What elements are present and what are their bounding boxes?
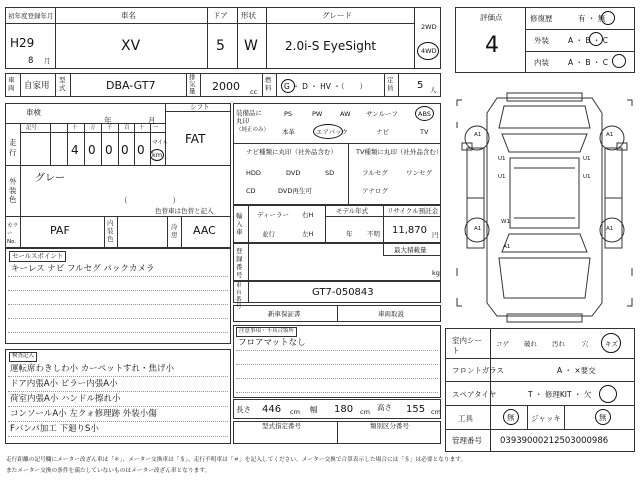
equip-ps: PS	[284, 110, 293, 118]
navi-cd: CD	[246, 187, 256, 195]
score-value: 4	[485, 33, 499, 58]
jack-label: ジャッキ	[531, 414, 561, 423]
running-label: 走行	[9, 138, 17, 157]
divider	[233, 143, 441, 144]
car-name-label: 車名	[121, 11, 136, 20]
spare-circle	[599, 385, 617, 403]
glass-value: A ・ ×要交	[557, 366, 596, 375]
divider	[445, 381, 635, 382]
digit-header-2: 万	[90, 125, 96, 131]
equip-abs: ABS	[418, 110, 431, 118]
type-label: 型式	[59, 76, 66, 92]
divider	[55, 73, 56, 97]
import-parallel: 並行	[262, 230, 275, 238]
sales-point-text: キーレス ナビ フルセグ パックカメラ	[11, 264, 155, 274]
color-note-paren: （ ）	[120, 196, 180, 205]
recycle-label: リサイクル預託金	[387, 207, 439, 215]
drive-4wd: 4WD	[421, 47, 437, 55]
sales-point-label: セールスポイント	[9, 251, 66, 262]
import-left: 左H	[302, 230, 314, 238]
chassis-label: 車台番号	[236, 283, 242, 310]
mgmt-label: 管理番号	[452, 436, 482, 445]
fuel-label: 燃料	[265, 76, 272, 92]
recycle-value: 11,870	[392, 225, 427, 236]
cc-unit: cc	[250, 88, 258, 96]
navi-label: ナビ種類に丸印（社外品含む）	[246, 148, 337, 156]
recycle-unit: 円	[432, 231, 439, 239]
height-value: 155	[406, 404, 426, 415]
seat-option: 穴	[582, 340, 589, 348]
inspector-label: 検査記入	[9, 352, 37, 362]
shape-label: 形状	[241, 11, 256, 20]
ac-value: AAC	[193, 224, 216, 237]
digit-header-4: 百	[124, 125, 130, 131]
import-right: 右H	[302, 211, 314, 219]
inspector-line: 運転席わきしわ小 カーペットすれ・焦げ小	[10, 364, 174, 374]
inspection-year: 年	[104, 116, 112, 125]
divider	[445, 405, 635, 406]
divider	[325, 216, 441, 217]
km-unit: km	[152, 151, 163, 159]
grade-value: 2.0i-S EyeSight	[285, 39, 377, 53]
spare-value: T ・ 修理KIT ・ 欠	[528, 390, 592, 399]
color-no-value: PAF	[50, 224, 70, 237]
divider	[384, 73, 385, 97]
damage-mark: U1	[583, 156, 591, 162]
seat-option: 汚れ	[552, 340, 565, 348]
max-load-label: 最大積載量	[394, 246, 427, 254]
interior-color-label: 内装色	[107, 219, 114, 243]
inspector-line: ドア内張A小 ピラー内張A小	[10, 379, 118, 389]
model-year-label: モデル年式	[336, 207, 369, 215]
seat-option: コゲ	[496, 340, 509, 348]
divider	[337, 421, 338, 444]
divider	[445, 429, 635, 430]
damage-mark: A1	[606, 132, 614, 138]
doors-value: 5	[216, 38, 225, 54]
import-label: 輸入車	[236, 212, 243, 236]
notes-text: フロアマットなし	[238, 338, 306, 348]
mileage-digit: 0	[105, 143, 113, 157]
mileage-digit: 0	[121, 143, 129, 157]
equip-airbag: エアバック	[316, 128, 348, 136]
glass-label: フロントガラス	[452, 366, 505, 375]
month-unit: 月	[44, 57, 51, 65]
divider	[525, 7, 526, 73]
width-label: 幅	[310, 405, 318, 414]
divider	[325, 205, 326, 243]
equipment-sub: （純正のみ）	[236, 127, 270, 133]
digit-header-6: 一	[153, 125, 159, 131]
exterior-value: A ・ B ・ C	[568, 36, 609, 45]
color-label: 外装色	[9, 177, 17, 204]
max-load-unit: kg	[432, 269, 440, 277]
divider	[383, 255, 441, 256]
type-designation-label: 型式指定番号	[262, 422, 301, 430]
divider	[167, 216, 168, 248]
mgmt-value: 03939000212503000986	[500, 436, 609, 446]
first-reg-label: 初年度登録年月	[8, 12, 54, 20]
divider	[55, 7, 56, 69]
shape-value: W	[244, 38, 258, 54]
drive-2wd: 2WD	[421, 23, 437, 31]
digit-header-3: 千	[107, 125, 113, 131]
divider	[181, 216, 182, 248]
height-label: 高さ	[377, 403, 392, 412]
divider	[101, 123, 102, 165]
shift-value: FAT	[185, 132, 206, 146]
divider	[200, 73, 201, 97]
divider	[248, 243, 249, 281]
era-year: H29	[10, 36, 35, 50]
divider	[70, 73, 71, 97]
seat-label: 室内シート	[452, 336, 482, 355]
divider	[5, 23, 414, 24]
damage-mark: U1	[498, 156, 506, 162]
digit-header-1: 十	[72, 125, 78, 131]
navi-dvd: DVD	[286, 169, 301, 177]
ac-label: 冷房	[171, 223, 178, 239]
divider	[20, 132, 165, 133]
divider	[525, 51, 635, 52]
divider	[20, 73, 21, 97]
divider	[266, 7, 267, 69]
inspection-label: 車検	[26, 108, 41, 117]
tv-oneseg: ワンセグ	[406, 169, 432, 177]
navi-sd: SD	[325, 169, 335, 177]
width-unit: cm	[360, 408, 370, 416]
capacity-value: 5	[417, 80, 424, 91]
divider	[527, 405, 528, 429]
displacement-value: 2000	[212, 80, 240, 93]
divider	[20, 216, 21, 248]
divider	[383, 205, 384, 243]
jack-value: 無	[599, 413, 607, 422]
repair-label: 修復歴	[530, 14, 553, 23]
color-note: 色替車は色替と記入	[155, 207, 214, 215]
notes-label: 注意事項・不具合箇所	[236, 327, 297, 337]
tv-fullseg: フルセグ	[362, 169, 388, 177]
divider	[414, 7, 415, 69]
door-label: ドア	[213, 11, 228, 20]
mile-unit: マイル	[152, 140, 169, 146]
shift-label: シフト	[190, 103, 210, 111]
divider	[5, 216, 231, 217]
digit-header-0: 記号	[26, 125, 38, 131]
model-year-unknown: 不明	[367, 230, 380, 238]
digit-header-5: 十	[139, 125, 145, 131]
navi-hdd: HDD	[246, 169, 261, 177]
exterior-label: 外装	[534, 36, 549, 45]
divider	[104, 216, 105, 248]
tv-label: TV種類に丸印（社外品含む）	[356, 148, 443, 156]
repair-value: 有 ・ 無	[578, 14, 606, 23]
damage-mark: A1	[474, 132, 482, 138]
tools-value: 無	[507, 413, 515, 422]
interior-value: A ・ B ・ C	[568, 58, 609, 67]
divider	[5, 165, 231, 166]
capacity-label: 定員	[387, 76, 394, 92]
mileage-digit: 0	[137, 143, 145, 157]
length-unit: cm	[290, 408, 300, 416]
chassis-value: GT7-050843	[312, 287, 374, 298]
tools-label: 工具	[458, 414, 473, 423]
inspector-line: 荷室内張A小 ハンドル擦れ小	[10, 394, 121, 404]
equip-pw: PW	[312, 110, 323, 118]
height-unit: cm	[431, 408, 441, 416]
divider	[67, 123, 68, 165]
divider	[207, 7, 208, 69]
interior-label: 内装	[534, 58, 549, 67]
score-label: 評価点	[480, 13, 503, 22]
damage-mark: W1	[501, 219, 510, 225]
divider	[348, 143, 349, 205]
length-value: 446	[262, 404, 282, 415]
divider	[5, 123, 165, 124]
divider	[118, 123, 119, 165]
divider	[445, 358, 635, 359]
footer-note: またメーター交換の条件を満たしていないものはメーター改ざん車となります。	[6, 468, 211, 474]
width-value: 180	[334, 404, 354, 415]
footer-note: 走行距離の記号欄にメーター改ざん車は「＊」、メーター交換車は「＄」、走行不明車は「＃」を記入してください。メーター交換で合算表示した場合には「＄」は必要となります。	[6, 457, 467, 463]
divider	[165, 103, 166, 165]
fuel-options: G ・ D ・ HV ・（ ）	[284, 82, 368, 91]
interior-circle	[612, 54, 626, 68]
divider	[525, 29, 635, 30]
color-value: グレー	[35, 173, 65, 184]
spare-label: スペアタイヤ	[452, 390, 497, 399]
model-year-unit: 年	[346, 230, 353, 238]
divider	[237, 7, 238, 69]
divider	[248, 205, 249, 243]
navi-dvd-play: DVD再生可	[278, 187, 312, 195]
damage-mark: A1	[503, 244, 511, 250]
divider	[564, 405, 565, 429]
damage-mark: U1	[498, 174, 506, 180]
equip-navi: ナビ	[376, 128, 389, 136]
divider	[276, 73, 277, 97]
divider	[248, 281, 249, 303]
inspector-line: Fバンパ加工 下廻りS小	[10, 424, 99, 434]
vehicle-manual: 車両取説	[378, 310, 404, 318]
color-no-label: カラーNo.	[7, 223, 19, 245]
tv-analog: アナログ	[362, 187, 388, 195]
divider	[383, 243, 384, 255]
class-number-label: 類別区分番号	[370, 422, 409, 430]
seat-option: キズ	[605, 340, 618, 348]
divider	[134, 123, 135, 165]
divider	[398, 73, 399, 97]
import-dealer: ディーラー	[257, 211, 289, 219]
equipment-label: 装備品に丸印	[236, 109, 262, 125]
sales-point-box	[5, 248, 231, 344]
divider	[186, 73, 187, 97]
inspection-month: 月	[148, 116, 156, 125]
damage-mark: A1	[606, 226, 614, 232]
equip-leather: 本革	[282, 128, 295, 136]
damage-mark: U1	[583, 174, 591, 180]
divider	[165, 111, 231, 112]
new-car-warranty: 新車保証書	[268, 310, 301, 318]
reg-number-label: 登録番号	[236, 247, 243, 279]
reg-month: 8	[28, 56, 34, 66]
divider	[262, 73, 263, 97]
seat-option: 破れ	[524, 340, 537, 348]
divider	[117, 216, 118, 248]
capacity-unit: 人	[430, 86, 437, 94]
divider	[50, 123, 51, 165]
length-label: 長さ	[236, 405, 251, 414]
mileage-digit: 4	[71, 143, 79, 157]
grade-label: グレード	[322, 11, 352, 20]
displacement-label: 排気量	[189, 73, 196, 95]
inspector-line: コンソールA小 左クォ修理跡 外装小傷	[10, 409, 157, 419]
model-code: DBA-GT7	[106, 79, 156, 92]
car-damage-diagram	[452, 88, 638, 328]
divider	[20, 123, 21, 216]
damage-mark: A1	[474, 226, 482, 232]
kuruma-label: 車両	[8, 76, 15, 92]
equip-sunroof: サンルーフ	[366, 110, 398, 118]
divider	[337, 305, 338, 322]
divider	[84, 123, 85, 165]
equip-aw: AW	[340, 110, 351, 118]
mileage-digit: 0	[88, 143, 96, 157]
equip-tv: TV	[420, 128, 429, 136]
use-value: 自家用	[24, 81, 50, 91]
car-name: XV	[121, 38, 141, 54]
